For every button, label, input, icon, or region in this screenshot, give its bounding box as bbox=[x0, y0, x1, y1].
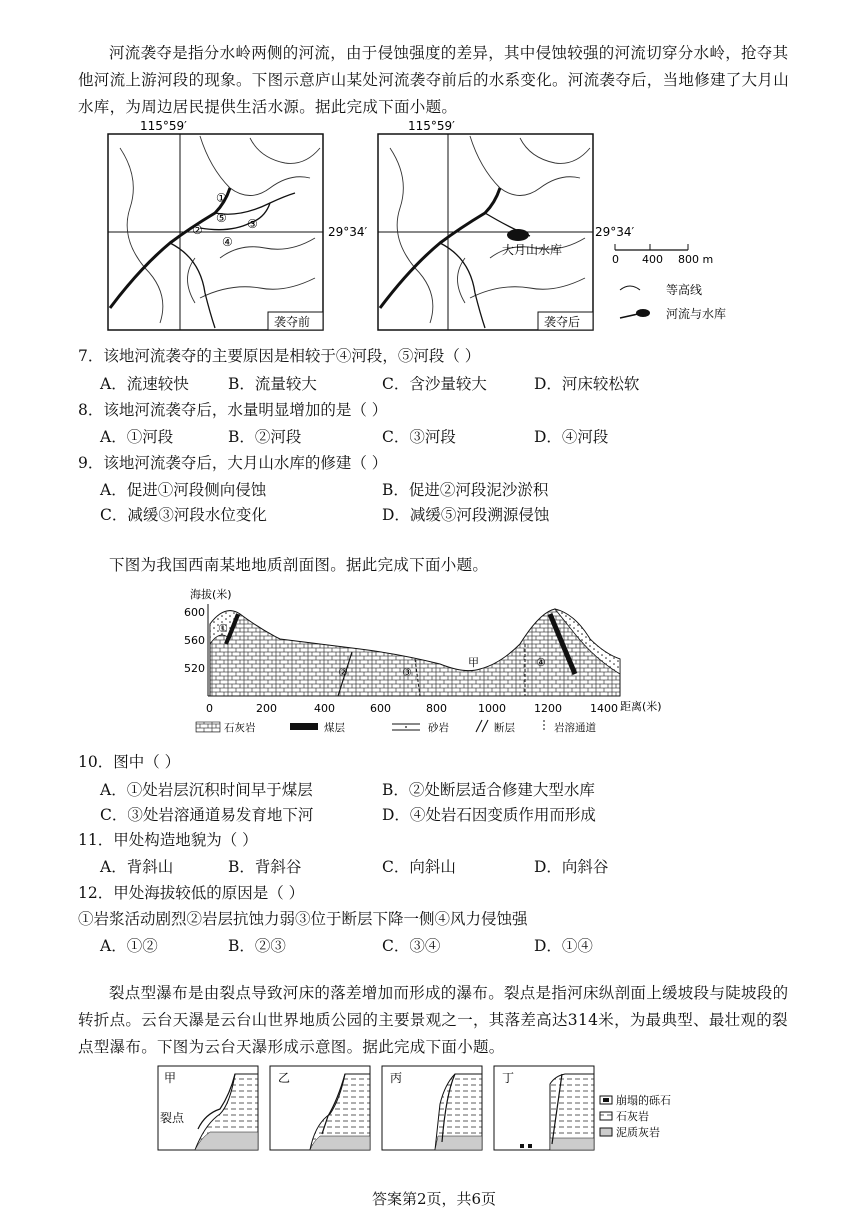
legend-coal: 煤层 bbox=[324, 722, 345, 734]
panel-label-ding: 丁 bbox=[502, 1071, 515, 1085]
reservoir-label: 大月山水库 bbox=[502, 243, 563, 257]
q9-stem: 9．该地河流袭夺后，大月山水库的修建（ ） bbox=[78, 454, 388, 472]
page-footer: 答案第2页，共6页 bbox=[371, 1190, 497, 1208]
scale-0: 0 bbox=[612, 253, 619, 266]
seg-4: ④ bbox=[222, 235, 233, 249]
q9-option-d[interactable]: D．减缓⑤河段溯源侵蚀 bbox=[382, 506, 550, 524]
panel-ding bbox=[494, 1066, 594, 1150]
q7-stem: 7．该地河流袭夺的主要原因是相较于④河段，⑤河段（ ） bbox=[78, 347, 481, 365]
lon-label-after: 115°59′ bbox=[408, 119, 455, 133]
ytick-560: 560 bbox=[184, 634, 205, 647]
q7-option-c[interactable]: C．含沙量较大 bbox=[382, 375, 487, 393]
legend-limestone: 石灰岩 bbox=[224, 722, 256, 734]
q12-option-a[interactable]: A．①② bbox=[100, 937, 158, 955]
q10-option-b[interactable]: B．②处断层适合修建大型水库 bbox=[382, 781, 595, 799]
legend-limestone-2: 石灰岩 bbox=[616, 1110, 649, 1123]
q9-option-a[interactable]: A．促进①河段侧向侵蚀 bbox=[100, 481, 267, 499]
xtick-600: 600 bbox=[370, 702, 391, 715]
xtick-0: 0 bbox=[206, 702, 213, 715]
map-scale bbox=[612, 244, 713, 266]
q8-option-d[interactable]: D．④河段 bbox=[534, 428, 609, 446]
q10-option-c[interactable]: C．③处岩溶通道易发育地下河 bbox=[100, 806, 314, 824]
crack-label: 裂点 bbox=[160, 1111, 185, 1125]
profile-legend bbox=[196, 720, 596, 734]
profile-mark-3: ③ bbox=[402, 666, 412, 679]
section1-intro: 河流袭夺是指分水岭两侧的河流，由于侵蚀强度的差异，其中侵蚀较强的河流切穿分水岭，抢夺其他河流上游河段的现象。下图示意庐山某处河流袭夺前后的水系变化。河流袭夺后，当地修建了大月山水库，为周边居民提供生活水源。据此完成下面小题。 bbox=[78, 44, 790, 116]
river-capture-map bbox=[100, 118, 780, 338]
lat-label-after: 29°34′ bbox=[595, 225, 635, 239]
q12-choices: ①岩浆活动剧烈②岩层抗蚀力弱③位于断层下降一侧④风力侵蚀强 bbox=[78, 910, 528, 928]
seg-3: ③ bbox=[247, 217, 258, 231]
q11-stem: 11．甲处构造地貌为（ ） bbox=[78, 831, 258, 849]
legend-karst: 岩溶通道 bbox=[554, 722, 596, 734]
profile-xlabel: 距离(米) bbox=[620, 700, 662, 713]
q11-option-d[interactable]: D．向斜谷 bbox=[534, 858, 609, 876]
q8-option-b[interactable]: B．②河段 bbox=[228, 428, 302, 446]
q12-option-d[interactable]: D．①④ bbox=[534, 937, 593, 955]
after-label: 袭夺后 bbox=[544, 315, 581, 329]
legend-gravel: 崩塌的砾石 bbox=[616, 1094, 671, 1107]
seg-5: ⑤ bbox=[216, 211, 227, 225]
q10-option-d[interactable]: D．④处岩石因变质作用而形成 bbox=[382, 806, 596, 824]
panel-label-yi: 乙 bbox=[278, 1071, 291, 1085]
xtick-800: 800 bbox=[426, 702, 447, 715]
legend-river: 河流与水库 bbox=[666, 307, 727, 321]
panel-jia bbox=[158, 1066, 258, 1150]
profile-mark-1: ① bbox=[218, 622, 228, 635]
q11-option-a[interactable]: A．背斜山 bbox=[100, 858, 174, 876]
section3-intro: 裂点型瀑布是由裂点导致河床的落差增加而形成的瀑布。裂点是指河床纵剖面上缓坡段与陡坡段的转折点。云台天瀑是云台山世界地质公园的主要景观之一，其落差高达314米，为最典型、最壮观的裂点型瀑布。下图为云台天瀑形成示意图。据此完成下面小题。 bbox=[78, 984, 789, 1056]
legend-sandstone: 砂岩 bbox=[428, 722, 449, 734]
q10-stem: 10．图中（ ） bbox=[78, 753, 181, 771]
q7-option-b[interactable]: B．流量较大 bbox=[228, 375, 317, 393]
q8-option-c[interactable]: C．③河段 bbox=[382, 428, 456, 446]
q8-stem: 8．该地河流袭夺后，水量明显增加的是（ ） bbox=[78, 401, 388, 419]
waterfall-legend bbox=[600, 1093, 671, 1139]
profile-mark-2: ② bbox=[338, 666, 348, 679]
q7-option-d[interactable]: D．河床较松软 bbox=[534, 375, 640, 393]
ytick-600: 600 bbox=[184, 606, 205, 619]
lon-label-before: 115°59′ bbox=[140, 119, 187, 133]
scale-800: 800 m bbox=[678, 253, 714, 266]
waterfall-diagram bbox=[150, 1064, 710, 1152]
q12-stem: 12．甲处海拔较低的原因是（ ） bbox=[78, 884, 305, 902]
section2-intro: 下图为我国西南某地地质剖面图。据此完成下面小题。 bbox=[109, 556, 489, 574]
q12-option-b[interactable]: B．②③ bbox=[228, 937, 286, 955]
legend-contour: 等高线 bbox=[666, 283, 703, 297]
xtick-1400: 1400 bbox=[590, 702, 618, 715]
panel-label-bing: 丙 bbox=[390, 1071, 403, 1085]
q10-option-a[interactable]: A．①处岩层沉积时间早于煤层 bbox=[100, 781, 313, 799]
xtick-1200: 1200 bbox=[534, 702, 562, 715]
profile-ylabel: 海拔(米) bbox=[190, 588, 232, 601]
xtick-1000: 1000 bbox=[478, 702, 506, 715]
profile-mark-4: ④ bbox=[536, 656, 546, 669]
seg-2: ② bbox=[192, 223, 203, 237]
q12-option-c[interactable]: C．③④ bbox=[382, 937, 441, 955]
q9-option-b[interactable]: B．促进②河段泥沙淤积 bbox=[382, 481, 549, 499]
before-label: 袭夺前 bbox=[274, 315, 311, 329]
lat-label-before: 29°34′ bbox=[328, 225, 368, 239]
map-after bbox=[378, 119, 593, 330]
map-before bbox=[108, 119, 323, 330]
legend-fault: 断层 bbox=[494, 722, 515, 734]
geologic-profile bbox=[180, 584, 700, 742]
map-legend bbox=[620, 282, 726, 321]
q11-option-b[interactable]: B．背斜谷 bbox=[228, 858, 302, 876]
scale-400: 400 bbox=[642, 253, 663, 266]
panel-yi bbox=[270, 1066, 370, 1150]
panel-label-jia: 甲 bbox=[164, 1071, 177, 1085]
q8-option-a[interactable]: A．①河段 bbox=[100, 428, 174, 446]
legend-marl: 泥质灰岩 bbox=[616, 1126, 660, 1139]
ytick-520: 520 bbox=[184, 662, 205, 675]
panel-bing bbox=[382, 1066, 482, 1150]
xtick-400: 400 bbox=[314, 702, 335, 715]
xtick-200: 200 bbox=[256, 702, 277, 715]
q9-option-c[interactable]: C．减缓③河段水位变化 bbox=[100, 506, 267, 524]
profile-jia: 甲 bbox=[468, 656, 479, 669]
q7-option-a[interactable]: A．流速较快 bbox=[100, 375, 189, 393]
q11-option-c[interactable]: C．向斜山 bbox=[382, 858, 456, 876]
seg-1: ① bbox=[216, 191, 227, 205]
